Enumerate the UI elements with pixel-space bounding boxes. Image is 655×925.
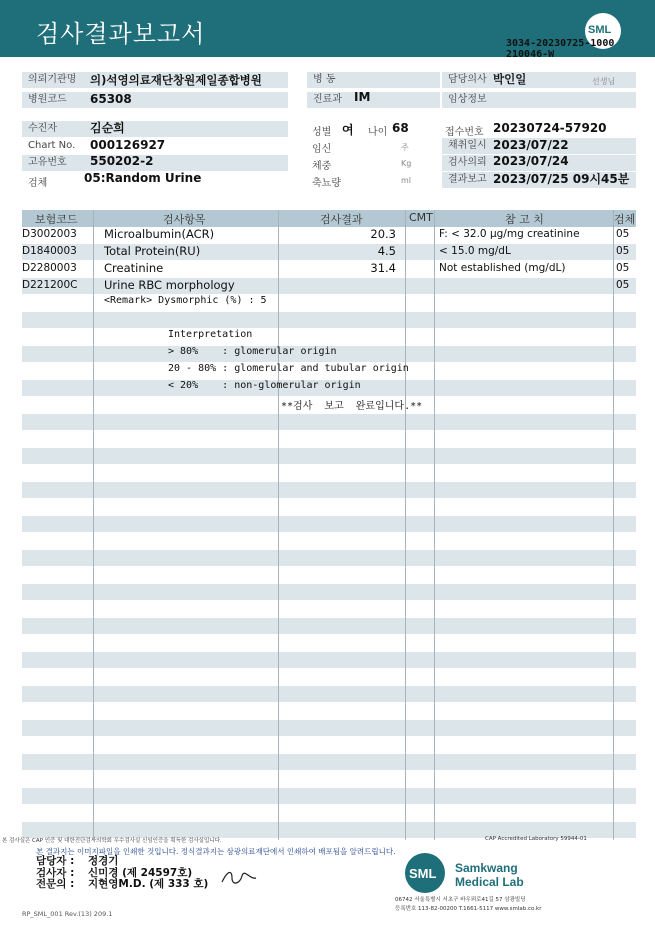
col-cmt: CMT	[409, 211, 433, 224]
urine-unit: ml	[401, 176, 412, 185]
interp-line2: 20 - 80% : glomerular and tubular origin	[168, 363, 409, 374]
requester-value: 의)석영의료재단창원제일종합병원	[90, 73, 262, 87]
dept-label: 진료과	[307, 92, 440, 108]
col-divider	[405, 210, 406, 840]
row4-specimen: 05	[616, 279, 630, 291]
table-stripe	[22, 584, 636, 600]
weight-label: 체중	[312, 161, 332, 172]
unique-value: 550202-2	[90, 154, 154, 168]
table-stripe	[22, 788, 636, 804]
row4-item: Urine RBC morphology	[104, 278, 235, 292]
col-reference: 참 고 치	[505, 213, 544, 226]
ward-label: 병 동	[307, 72, 440, 88]
chart-label: Chart No.	[28, 140, 76, 151]
doctor-value: 박인일	[493, 72, 527, 86]
row3-specimen: 05	[616, 262, 630, 274]
remark: <Remark> Dysmorphic (%) : 5	[104, 295, 267, 306]
row3-result: 31.4	[370, 261, 396, 275]
table-stripe	[22, 482, 636, 498]
clinical-label: 임상정보	[442, 92, 636, 108]
patient-value: 김순희	[90, 121, 125, 135]
row3-code: D2280003	[22, 262, 77, 274]
lab-name-2: Medical Lab	[455, 875, 524, 889]
page-title: 검사결과보고서	[36, 20, 206, 48]
notice: 본 결과지는 이미지파일을 인쇄한 것입니다. 정식결과지는 삼광의료재단에서 인쇄하여 배포됨을 알려드립니다.	[36, 847, 396, 856]
row1-ref: F: < 32.0 μg/mg creatinine	[439, 228, 580, 240]
fine-print-right: CAP Accredited Laboratory 59944-01	[485, 836, 587, 842]
form-code: RP_SML_001 Rev.(13) 209.1	[22, 910, 113, 918]
table-stripe	[22, 652, 636, 668]
col-result: 검사결과	[320, 213, 363, 226]
interp-line1: > 80% : glomerular origin	[168, 346, 337, 357]
row4-code: D221200C	[22, 279, 78, 291]
patient-label: 수진자	[22, 121, 288, 137]
row2-ref: < 15.0 mg/dL	[439, 245, 511, 257]
fine-print-left: 본 검사실은 CAP 인증 및 대한진단검사의학회 우수검사실 신임인증을 획득한 검사실입니다.	[2, 838, 222, 844]
report-complete: **검사 보고 완료입니다.**	[281, 401, 423, 412]
sml-logo-text: SML	[588, 24, 612, 36]
col-divider	[434, 210, 435, 840]
chart-value: 000126927	[90, 138, 166, 152]
table-stripe	[22, 414, 636, 430]
sex-value: 여	[342, 123, 354, 137]
doctor-label: 담당의사	[442, 72, 636, 88]
col-insurance-code: 보험코드	[35, 213, 78, 226]
collect-label: 채취일시	[442, 138, 636, 154]
test-date-label: 검사의뢰	[442, 155, 636, 171]
receipt-value: 20230724-57920	[493, 121, 607, 135]
hospital-code-label: 병원코드	[22, 92, 288, 108]
sex-label: 성별	[312, 127, 332, 138]
doctor-suffix: 선생님	[592, 77, 616, 86]
row3-ref: Not established (mg/dL)	[439, 262, 566, 274]
hospital-code-value: 65308	[90, 92, 132, 106]
row2-code: D1840003	[22, 245, 77, 257]
table-stripe	[22, 754, 636, 770]
tester-label: 검사자 :	[36, 867, 75, 879]
col-divider	[613, 210, 614, 840]
specimen-value: 05:Random Urine	[84, 171, 202, 185]
manager-value: 정경기	[88, 855, 119, 867]
lab-address: 06742 서울특별시 서초구 바우뫼로41길 57 삼광빌딩	[395, 897, 526, 903]
age-label: 나이	[368, 127, 388, 138]
table-stripe	[22, 686, 636, 702]
collect-value: 2023/07/22	[493, 138, 569, 152]
lab-name-1: Samkwang	[455, 861, 518, 875]
manager-label: 담당자 :	[36, 855, 75, 867]
col-specimen: 검체	[614, 213, 636, 226]
result-date-label: 결과보고	[442, 172, 636, 188]
table-stripe	[22, 448, 636, 464]
report-id-line2: 210046-W	[506, 49, 555, 60]
interp-title: Interpretation	[168, 329, 253, 340]
receipt-label: 접수번호	[445, 127, 484, 138]
result-date-value: 2023/07/25 09시45분	[493, 172, 630, 186]
lab-contact: 등록번호 113-82-00200 T.1661-5117 www.smlab.co.kr	[395, 906, 542, 912]
row1-specimen: 05	[616, 228, 630, 240]
age-value: 68	[392, 121, 409, 135]
row2-item: Total Protein(RU)	[104, 244, 201, 258]
row2-specimen: 05	[616, 245, 630, 257]
requester-label: 의뢰기관명	[22, 72, 288, 88]
lab-logo-text: SML	[409, 866, 437, 881]
test-date-value: 2023/07/24	[493, 154, 569, 168]
row1-code: D3002003	[22, 228, 77, 240]
specialist-value: 지현영M.D. (제 333 호)	[88, 878, 209, 890]
signature-icon	[220, 866, 260, 888]
report-id	[506, 38, 614, 60]
specialist-label: 전문의 :	[36, 878, 75, 890]
table-stripe	[22, 550, 636, 566]
row1-item: Microalbumin(ACR)	[104, 227, 215, 241]
pregnancy-label: 임신	[312, 144, 332, 155]
urine-label: 축뇨량	[312, 178, 341, 189]
row1-result: 20.3	[370, 227, 396, 241]
report-id-line1: 3034-20230725-1000	[506, 38, 615, 49]
table-stripe	[22, 312, 636, 328]
specimen-label: 검체	[28, 178, 48, 189]
col-divider	[278, 210, 279, 840]
row2-result: 4.5	[377, 244, 396, 258]
col-test-item: 검사항목	[163, 213, 206, 226]
row3-item: Creatinine	[104, 261, 164, 275]
table-stripe	[22, 516, 636, 532]
col-divider	[93, 210, 94, 840]
pregnancy-unit: 주	[401, 143, 409, 152]
table-stripe	[22, 720, 636, 736]
interp-line3: < 20% : non-glomerular origin	[168, 380, 361, 391]
weight-unit: Kg	[401, 159, 412, 168]
tester-value: 신미경 (제 24597호)	[88, 867, 193, 879]
unique-label: 고유번호	[22, 155, 288, 171]
dept-value: IM	[354, 90, 371, 104]
table-stripe	[22, 618, 636, 634]
